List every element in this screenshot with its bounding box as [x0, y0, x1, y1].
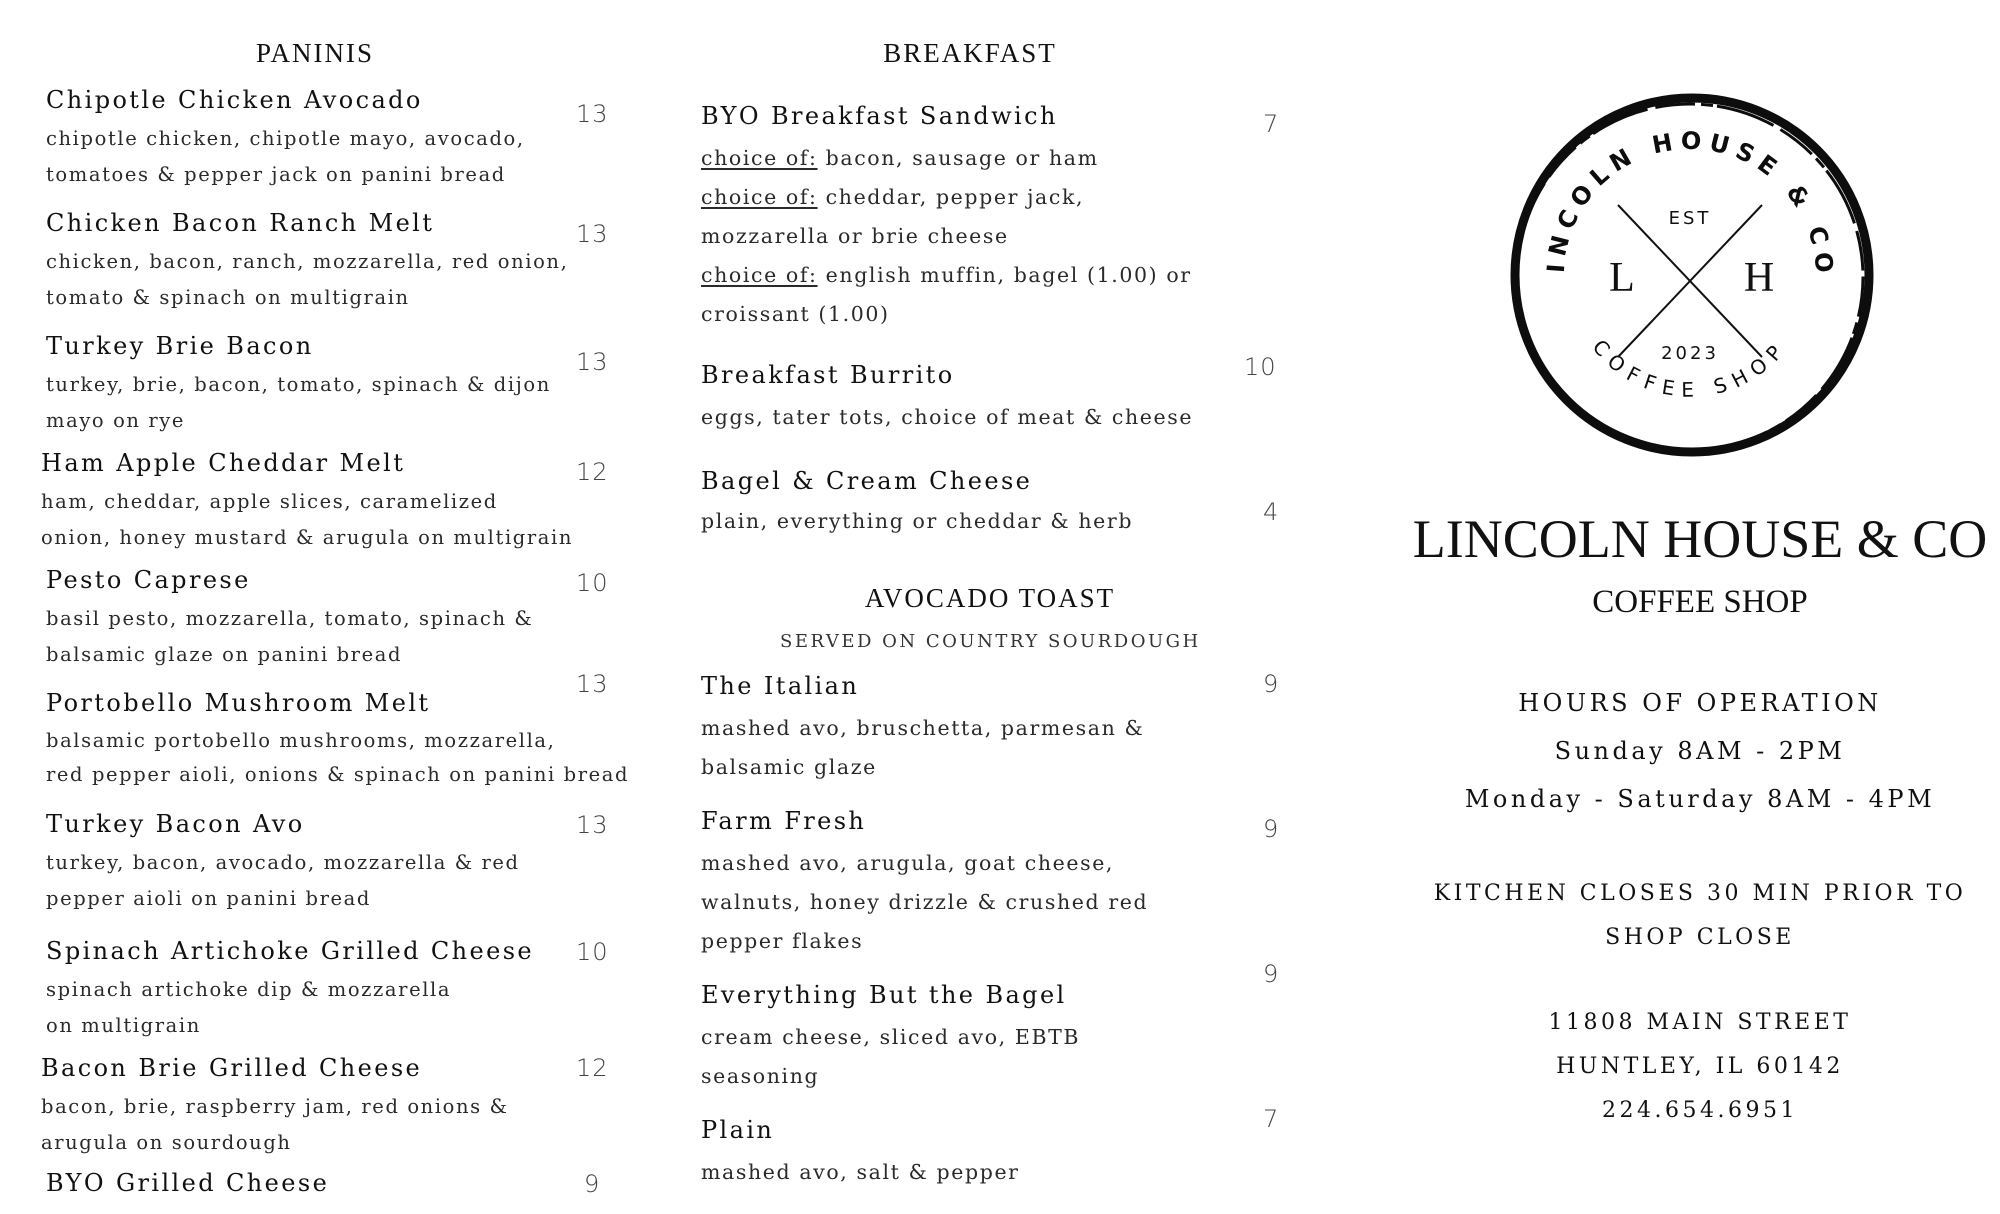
item-name: Portobello Mushroom Melt	[46, 689, 431, 717]
menu-item	[41, 1053, 509, 1161]
item-price: 9	[584, 1170, 601, 1198]
kitchen-note-wrap	[1405, 881, 1995, 906]
choice-of-label: choice of:	[701, 263, 818, 287]
logo-letter-h: H	[1743, 255, 1775, 301]
menu-item	[46, 688, 629, 792]
shop-name: LINCOLN HOUSE & CO	[1412, 509, 1988, 569]
shop-logo	[1500, 85, 1880, 465]
item-name: Everything But the Bagel	[701, 981, 1067, 1009]
item-price: 7	[1263, 1105, 1280, 1133]
item-name: The Italian	[701, 672, 860, 700]
logo-arc-top: INCOLN HOUSE & CO	[1541, 126, 1839, 281]
menu-item	[701, 806, 1148, 961]
menu-item	[701, 671, 1144, 787]
item-name: Breakfast Burrito	[701, 361, 955, 389]
item-description: plain, everything or cheddar & herb	[701, 509, 1134, 533]
shop-subtitle-wrap	[1405, 584, 1995, 621]
kitchen-note-line2: SHOP CLOSE	[1605, 925, 1795, 950]
kitchen-note-line1: KITCHEN CLOSES 30 MIN PRIOR TO	[1433, 881, 1967, 906]
item-price: 4	[1263, 498, 1280, 526]
item-name: Chicken Bacon Ranch Melt	[46, 209, 435, 237]
paninis-title: PANINIS	[255, 38, 375, 68]
item-description: bacon, brie, raspberry jam, red onions & arugula on sourdough	[41, 1095, 509, 1154]
item-name: Bagel & Cream Cheese	[701, 467, 1033, 495]
item-description: basil pesto, mozzarella, tomato, spinach & balsamic glaze on panini bread	[46, 607, 534, 666]
item-price: 12	[576, 1054, 609, 1082]
hours-weekday: Monday - Saturday 8AM - 4PM	[1464, 785, 1936, 813]
logo-seal-icon	[1500, 85, 1880, 465]
item-description: choice of: bacon, sausage or ham choice of: cheddar, pepper jack, mozzarella or brie cheese choice of: english muffin, bagel (1.00) or croissant (1.00)	[701, 146, 1192, 326]
phone-number: 224.654.6951	[1602, 1098, 1798, 1123]
item-description: turkey, brie, bacon, tomato, spinach & dijon mayo on rye	[46, 373, 551, 432]
item-price: 13	[576, 100, 609, 128]
menu-item	[46, 565, 533, 673]
item-price: 13	[576, 811, 609, 839]
item-name: BYO Grilled Cheese	[46, 1169, 330, 1197]
shop-info	[1405, 508, 1995, 570]
logo-year: 2023	[1661, 343, 1719, 364]
shop-subtitle: COFFEE SHOP	[1592, 584, 1808, 620]
svg-text:LINCOLN HOUSE & CO.	[1500, 85, 1839, 280]
item-description: turkey, bacon, avocado, mozzarella & red pepper aioli on panini bread	[46, 851, 520, 910]
phone-wrap	[1405, 1098, 1995, 1123]
item-price: 9	[1263, 815, 1280, 843]
address-line1-wrap	[1405, 1010, 1995, 1035]
item-price: 13	[576, 670, 609, 698]
item-name: Bacon Brie Grilled Cheese	[41, 1054, 423, 1082]
item-description: mashed avo, bruschetta, parmesan & balsamic glaze	[701, 716, 1145, 779]
address-city: HUNTLEY, IL 60142	[1556, 1054, 1844, 1079]
item-name: Plain	[701, 1116, 775, 1144]
address-line2-wrap	[1405, 1054, 1995, 1079]
choice-of-label: choice of:	[701, 146, 818, 170]
menu-item	[46, 936, 534, 1044]
item-price: 13	[576, 348, 609, 376]
item-description: balsamic portobello mushrooms, mozzarella, red pepper aioli, onions & spinach on panini bread	[46, 729, 630, 786]
logo-arc-bottom: COFFEE SHOP	[1587, 334, 1793, 402]
hours-title-wrap	[1405, 689, 1995, 717]
menu-item	[46, 1168, 329, 1198]
logo-letter-l: L	[1609, 255, 1635, 301]
avocado-toast-subtitle: SERVED ON COUNTRY SOURDOUGH	[780, 631, 1201, 652]
hours-weekday-wrap	[1405, 785, 1995, 813]
kitchen-note-wrap-2	[1405, 925, 1995, 950]
item-description: mashed avo, arugula, goat cheese, walnuts, honey drizzle & crushed red pepper flakes	[701, 851, 1149, 953]
menu-item	[701, 980, 1080, 1096]
item-name: Turkey Brie Bacon	[46, 332, 314, 360]
item-price: 10	[576, 569, 609, 597]
menu-item	[41, 448, 573, 556]
item-name: Ham Apple Cheddar Melt	[41, 449, 406, 477]
item-description: eggs, tater tots, choice of meat & cheese	[701, 405, 1194, 429]
address-street: 11808 MAIN STREET	[1548, 1010, 1852, 1035]
item-description: mashed avo, salt & pepper	[701, 1160, 1020, 1184]
menu-item	[701, 360, 1193, 437]
hours-sunday: Sunday 8AM - 2PM	[1554, 737, 1846, 765]
hours-title: HOURS OF OPERATION	[1518, 689, 1882, 717]
menu-item	[46, 85, 525, 193]
item-price: 9	[1263, 670, 1280, 698]
hours-sunday-wrap	[1405, 737, 1995, 765]
item-description: chipotle chicken, chipotle mayo, avocado, tomatoes & pepper jack on panini bread	[46, 127, 525, 186]
item-name: BYO Breakfast Sandwich	[701, 102, 1058, 130]
logo-est: EST	[1668, 208, 1712, 229]
item-price: 9	[1263, 960, 1280, 988]
item-description: chicken, bacon, ranch, mozzarella, red onion, tomato & spinach on multigrain	[46, 250, 569, 309]
item-name: Chipotle Chicken Avocado	[46, 86, 423, 114]
menu-item	[46, 208, 568, 316]
item-price: 13	[576, 220, 609, 248]
breakfast-title: BREAKFAST	[883, 38, 1057, 68]
item-price: 7	[1263, 110, 1280, 138]
item-price: 12	[576, 458, 609, 486]
item-price: 10	[576, 938, 609, 966]
menu-item	[46, 331, 551, 439]
item-name: Pesto Caprese	[46, 566, 251, 594]
item-description: ham, cheddar, apple slices, caramelized onion, honey mustard & arugula on multigrain	[41, 490, 574, 549]
item-name: Spinach Artichoke Grilled Cheese	[46, 937, 535, 965]
item-description: spinach artichoke dip & mozzarella on multigrain	[46, 978, 452, 1037]
choice-of-label: choice of:	[701, 185, 818, 209]
menu-item	[46, 809, 520, 917]
item-description: cream cheese, sliced avo, EBTB seasoning	[701, 1025, 1081, 1088]
item-price: 10	[1244, 353, 1277, 381]
menu-item	[701, 466, 1133, 541]
avocado-toast-title: AVOCADO TOAST	[864, 583, 1116, 613]
menu-item	[701, 1115, 1020, 1192]
item-name: Turkey Bacon Avo	[46, 810, 305, 838]
menu-item	[701, 101, 1192, 334]
item-name: Farm Fresh	[701, 807, 867, 835]
